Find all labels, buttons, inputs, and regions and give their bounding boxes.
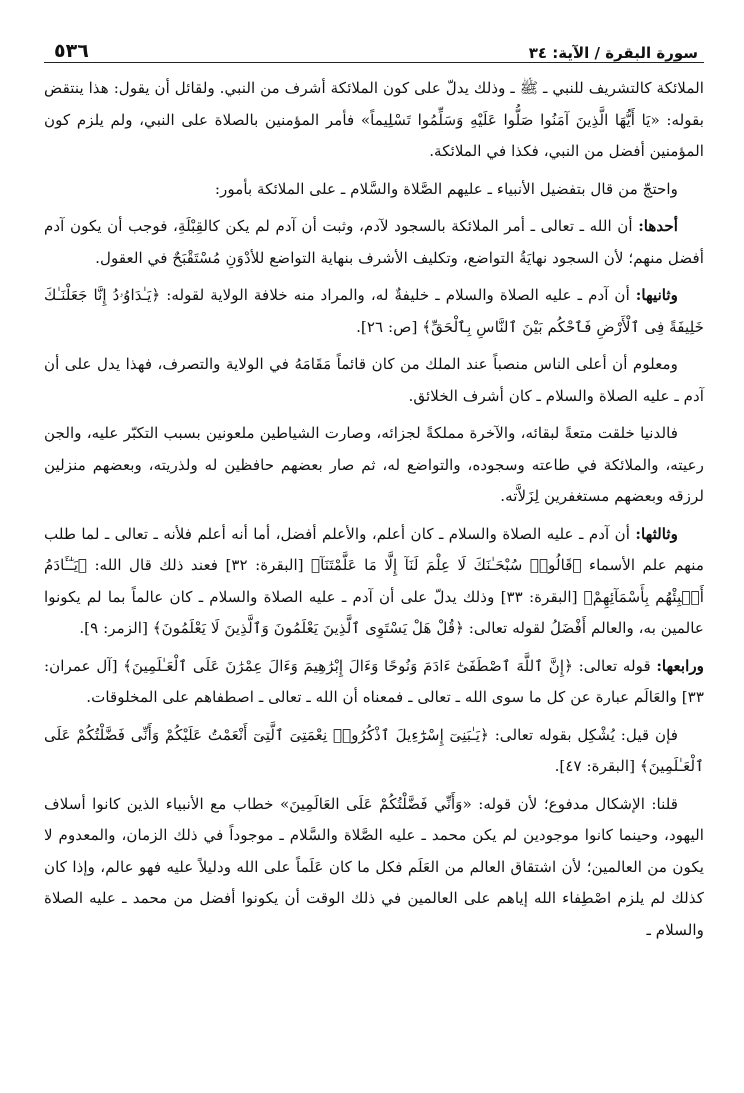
paragraph-4 bbox=[44, 280, 704, 343]
paragraph-10 bbox=[44, 789, 704, 947]
book-page bbox=[44, 28, 704, 952]
paragraph-8 bbox=[44, 651, 704, 714]
point-lead-third: وثالثها: bbox=[635, 524, 678, 543]
point-lead-fourth: ورابعها: bbox=[656, 656, 705, 675]
paragraph-9 bbox=[44, 720, 704, 783]
point-lead-second: وثانيها: bbox=[635, 286, 678, 304]
page-header bbox=[44, 28, 704, 63]
paragraph-text: ومعلوم أن أعلى الناس منصباً عند الملك من كان قائماً مَقَامَهُ في الولاية والتصرف، فهذا يدل على أن آدم ـ عليه الصلاة والسلام ـ كان أشرف الخلائق. bbox=[44, 355, 704, 405]
paragraph-2 bbox=[44, 174, 704, 206]
paragraph-text: فإن قيل: يُشْكِل بقوله تعالى: ﴿يَـٰبَنِىٓ إِسْرَٰٓءِيلَ ٱذْكُرُوا۟ نِعْمَتِىَ ٱلَّتِىٓ أَنْعَمْتُ عَلَيْكُمْ وَأَنِّى فَضَّلْتُكُمْ عَلَى ٱلْعَـٰلَمِينَ﴾ [البقرة: ٤٧]. bbox=[44, 725, 704, 775]
paragraph-text: أن الله ـ تعالى ـ أمر الملائكة بالسجود لآدم، وثبت أن آدم لم يكن كالقِبْلَةِ، فوجب أن يكون آدم أفضل منهم؛ لأن السجود نهايَةُ التواضع، وتكليف الأشرف بنهاية التواضع للأدْوَنِ مُسْتَقْبَحٌ في العقول. bbox=[44, 217, 704, 267]
paragraph-5 bbox=[44, 349, 704, 412]
paragraph-text: قلنا: الإشكال مدفوع؛ لأن قوله: «وَأَنِّي فَضَّلْتُكُمْ عَلَى العَالَمِينَ» خطاب مع الأنبياء الذين كانوا أسلاف اليهود، وحينما كانوا موجودين لم يكن محمد ـ عليه الصَّلاة والسَّلام ـ موجوداً في ذلك الزمان، والمعدوم لا يكون من العالمين؛ لأن اشتقاق العالم من العَلَم فكل ما كان عَلَماً على الله ودليلاً عليه فهو عالم، وإذا كان كذلك لم يلزم اصْطِفاء الله إياهم على العالمين في ذلك الوقت أن يكونوا أفضل من محمد ـ عليه الصلاة والسلام ـ bbox=[44, 794, 704, 939]
paragraph-text: فالدنيا خلقت متعةً لبقائه، والآخرة مملكةً لجزائه، وصارت الشياطين ملعونين بسبب التكبّر عليه، والجن رعيته، والملائكة في طاعته وسجوده، والتواضع له، ثم صار بعضهم حافظين له ولذريته، وبعضهم منزلين لرزقه وبعضهم مستغفرين لِزَلاَّته. bbox=[44, 424, 704, 505]
paragraph-1 bbox=[44, 73, 704, 168]
paragraph-text: قوله تعالى: ﴿إِنَّ ٱللَّهَ ٱصْطَفَىٰٓ ءَادَمَ وَنُوحًا وَءَالَ إِبْرَٰهِيمَ وَءَالَ عِمْرَٰنَ عَلَى ٱلْعَـٰلَمِينَ﴾ [آل عمران: ٣٣] والعَالَم عبارة عن كل ما سوى الله ـ تعالى ـ فمعناه أن الله ـ تعالى ـ اصطفاهم على المخلوقات. bbox=[44, 656, 704, 706]
paragraph-text: أن آدم ـ عليه الصلاة والسلام ـ خليفةٌ له، والمراد منه خلافة الولاية لقوله: ﴿يَـٰدَاوُۥدُ إِنَّا جَعَلْنَـٰكَ خَلِيفَةً فِى ٱلْأَرْضِ فَٱحْكُم بَيْنَ ٱلنَّاسِ بِٱلْحَقِّ﴾ [ص: ٢٦]. bbox=[44, 286, 704, 336]
paragraph-text: الملائكة كالتشريف للنبي ـ ﷺ ـ وذلك يدلّ على كون الملائكة أشرف من النبي. ولقائل أن يقول: هذا ينتقض بقوله: «يَا أَيُّهَا الَّذِينَ آمَنُوا صَلُّوا عَلَيْهِ وَسَلِّمُوا تَسْلِيماً» فأمر المؤمنين بالصلاة على النبي، ولم يلزم كون المؤمنين أفضل من النبي، فكذا في الملائكة. bbox=[44, 79, 704, 160]
surah-reference: سورة البقرة / الآية: ٣٤ bbox=[528, 44, 698, 62]
point-lead-first: أحدها: bbox=[638, 217, 679, 235]
paragraph-text: أن آدم ـ عليه الصلاة والسلام ـ كان أعلم، والأعلم أفضل، أما أنه أعلم فلأنه ـ تعالى ـ لما طلب منهم علم الأسماء ﴿قَالُوا۟ سُبْحَـٰنَكَ لَا عِلْمَ لَنَآ إِلَّا مَا عَلَّمْتَنَآ﴾ [البقرة: ٣٢] فعند ذلك قال الله: ﴿يَـٰٓـَٔادَمُ أَنۢبِئْهُم بِأَسْمَآئِهِمْ﴾ [البقرة: ٣٣] وذلك يدلّ على أن آدم ـ عليه الصلاة والسلام ـ كان عالماً بما لم يكونوا عالمين به، والعالم أَفْضَلُ لقوله تعالى: ﴿قُلْ هَلْ يَسْتَوِى ٱلَّذِينَ يَعْلَمُونَ وَٱلَّذِينَ لَا يَعْلَمُونَ﴾ [الزمر: ٩]. bbox=[44, 524, 704, 637]
page-body bbox=[44, 73, 704, 946]
paragraph-6 bbox=[44, 418, 704, 513]
page-number: ٥٣٦ bbox=[54, 40, 89, 62]
paragraph-3 bbox=[44, 211, 704, 274]
paragraph-text: واحتجّ من قال بتفضيل الأنبياء ـ عليهم الصَّلاة والسَّلام ـ على الملائكة بأمور: bbox=[214, 179, 678, 198]
paragraph-7 bbox=[44, 519, 704, 645]
